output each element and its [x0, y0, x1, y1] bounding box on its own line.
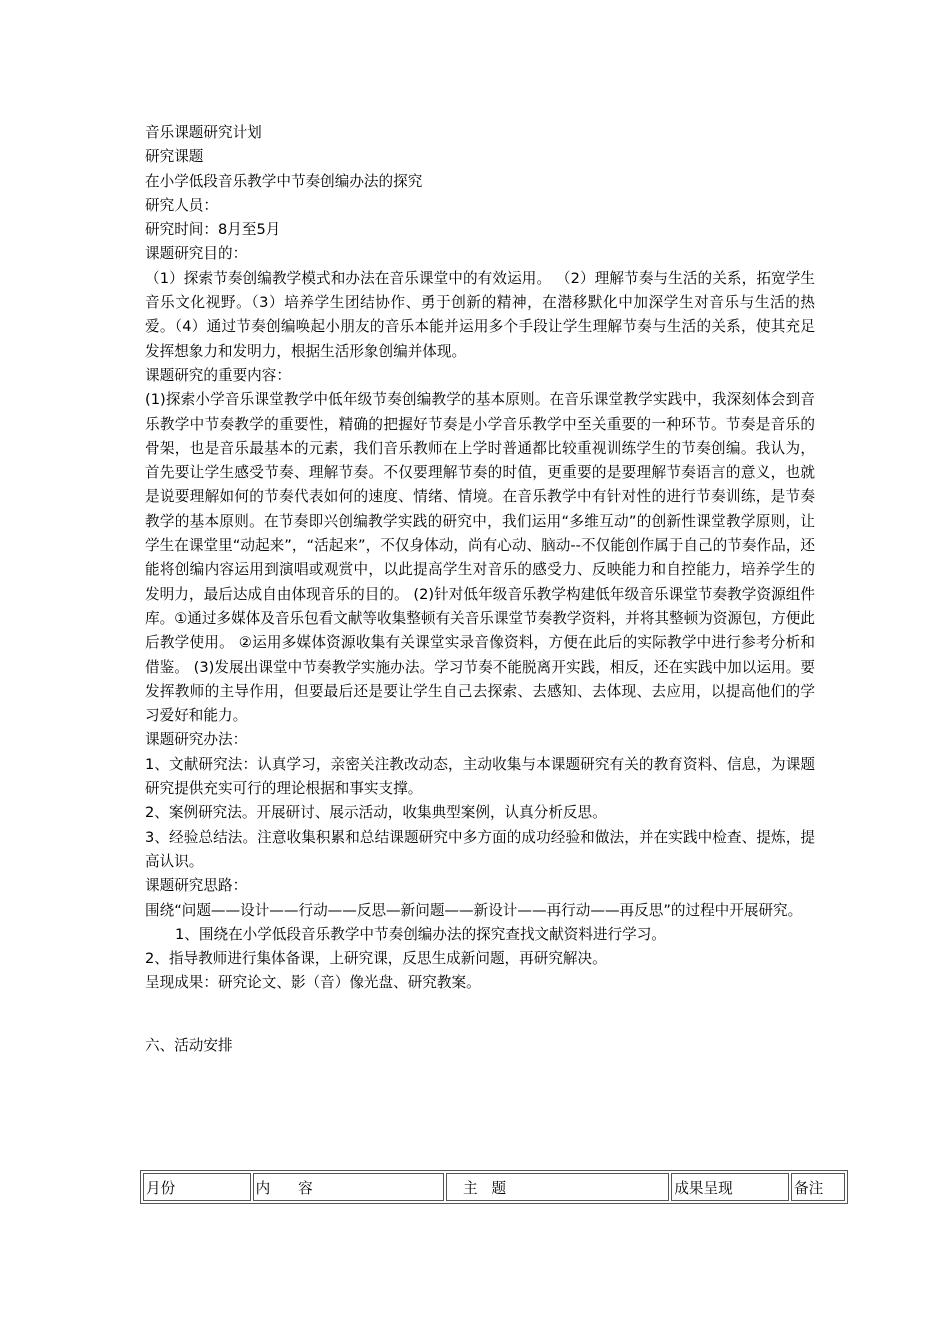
research-time: 研究时间：8月至5月: [145, 221, 281, 239]
spacer: [145, 996, 815, 1034]
activity-table: [140, 1170, 848, 1204]
idea-item-1: 1、围绕在小学低段音乐教学中节奏创编办法的探究查找文献资料进行学习。: [175, 925, 666, 943]
method-item-2: 2、案例研究法。开展研讨、展示活动，收集典型案例，认真分析反思。: [145, 804, 607, 822]
researchers-label: 研究人员：: [145, 196, 218, 214]
header-results: 成果呈现: [671, 1173, 789, 1201]
method-item-3: 3、经验总结法。注意收集积累和总结课题研究中多方面的成功经验和做法，并在实践中检查、提炼，提高认识。: [145, 828, 815, 870]
section-6-heading: 六、活动安排: [145, 1036, 233, 1054]
header-content: 内 容: [253, 1173, 444, 1201]
method-label: 课题研究办法：: [145, 731, 248, 749]
content-label: 课题研究的重要内容：: [145, 366, 291, 384]
document-title: 音乐课题研究计划: [145, 124, 262, 141]
purpose-paragraph: （1）探索节奏创编教学模式和办法在音乐课堂中的有效运用。 （2）理解节奏与生活的关系，拓宽学生音乐文化视野。（3）培养学生团结协作、勇于创新的精神，在潜移默化中加深学生对音乐与生活的热爱。（4）通过节奏创编唤起小朋友的音乐本能并运用多个手段让学生理解节奏与生活的关系，使其充足发挥想象力和发明力，根据生活形象创编并体现。: [145, 269, 815, 360]
header-theme: 主 题: [446, 1173, 669, 1201]
research-topic-label: 研究课题: [145, 148, 204, 166]
purpose-label: 课题研究目的：: [145, 245, 248, 263]
content-paragraph: (1)探索小学音乐课堂教学中低年级节奏创编教学的基本原则。在音乐课堂教学实践中，我深刻体会到音乐教学中节奏教学的重要性，精确的把握好节奏是小学音乐教学中至关重要的一种环节。节奏是音乐的骨架，也是音乐最基本的元素，我们音乐教师在上学时普通都比较重视训练学生的节奏创编。我认为，首先要让学生感受节奏、理解节奏。不仅要理解节奏的时值，更重要的是要理解节奏语言的意义，也就是说要理解如何的节奏代表如何的速度、情绪、情境。在音乐教学中有针对性的进行节奏训练，是节奏教学的基本原则。在节奏即兴创编教学实践的研究中，我们运用“多维互动”的创新性课堂教学原则，让学生在课堂里“动起来”，“活起来”，不仅身体动，尚有心动、脑动--不仅能创作属于自己的节奏作品，还能将创编内容运用到演唱或观赏中，以此提高学生对音乐的感受力、反映能力和自控能力，培养学生的发明力，最后达成自由体现音乐的目的。 (2)针对低年级音乐教学构建低年级音乐课堂节奏教学资源组件库。①通过多媒体及音乐包看文献等收集整顿有关音乐课堂节奏教学资料，并将其整顿为资源包，方便此后教学使用。 ②运用多媒体资源收集有关课堂实录音像资料，方便在此后的实际教学中进行参考分析和借鉴。 (3)发展出课堂中节奏教学实施办法。学习节奏不能脱离开实践，相反，还在实践中加以运用。要发挥教师的主导作用，但要最后还是要让学生自己去探索、去感知、去体现、去应用，以提高他们的学习爱好和能力。: [145, 391, 815, 725]
idea-paragraph: 围绕“问题——设计——行动——反思—新问题——新设计——再行动——再反思”的过程中开展研究。: [145, 901, 803, 919]
idea-item-2: 2、指导教师进行集体备课，上研究课，反思生成新问题，再研究解决。: [145, 950, 607, 968]
header-notes: 备注: [791, 1173, 845, 1201]
header-month: 月份: [143, 1173, 251, 1201]
table-header-row: [143, 1173, 845, 1201]
idea-label: 课题研究思路：: [145, 877, 248, 895]
results-line: 呈现成果：研究论文、影（音）像光盘、研究教案。: [145, 974, 481, 992]
method-item-1: 1、文献研究法：认真学习，亲密关注教改动态，主动收集与本课题研究有关的教育资料、信息，为课题研究提供充实可行的理论根据和事实支撑。: [145, 755, 815, 798]
research-topic: 在小学低段音乐教学中节奏创编办法的探究: [145, 172, 423, 190]
document-body: [145, 121, 815, 1058]
